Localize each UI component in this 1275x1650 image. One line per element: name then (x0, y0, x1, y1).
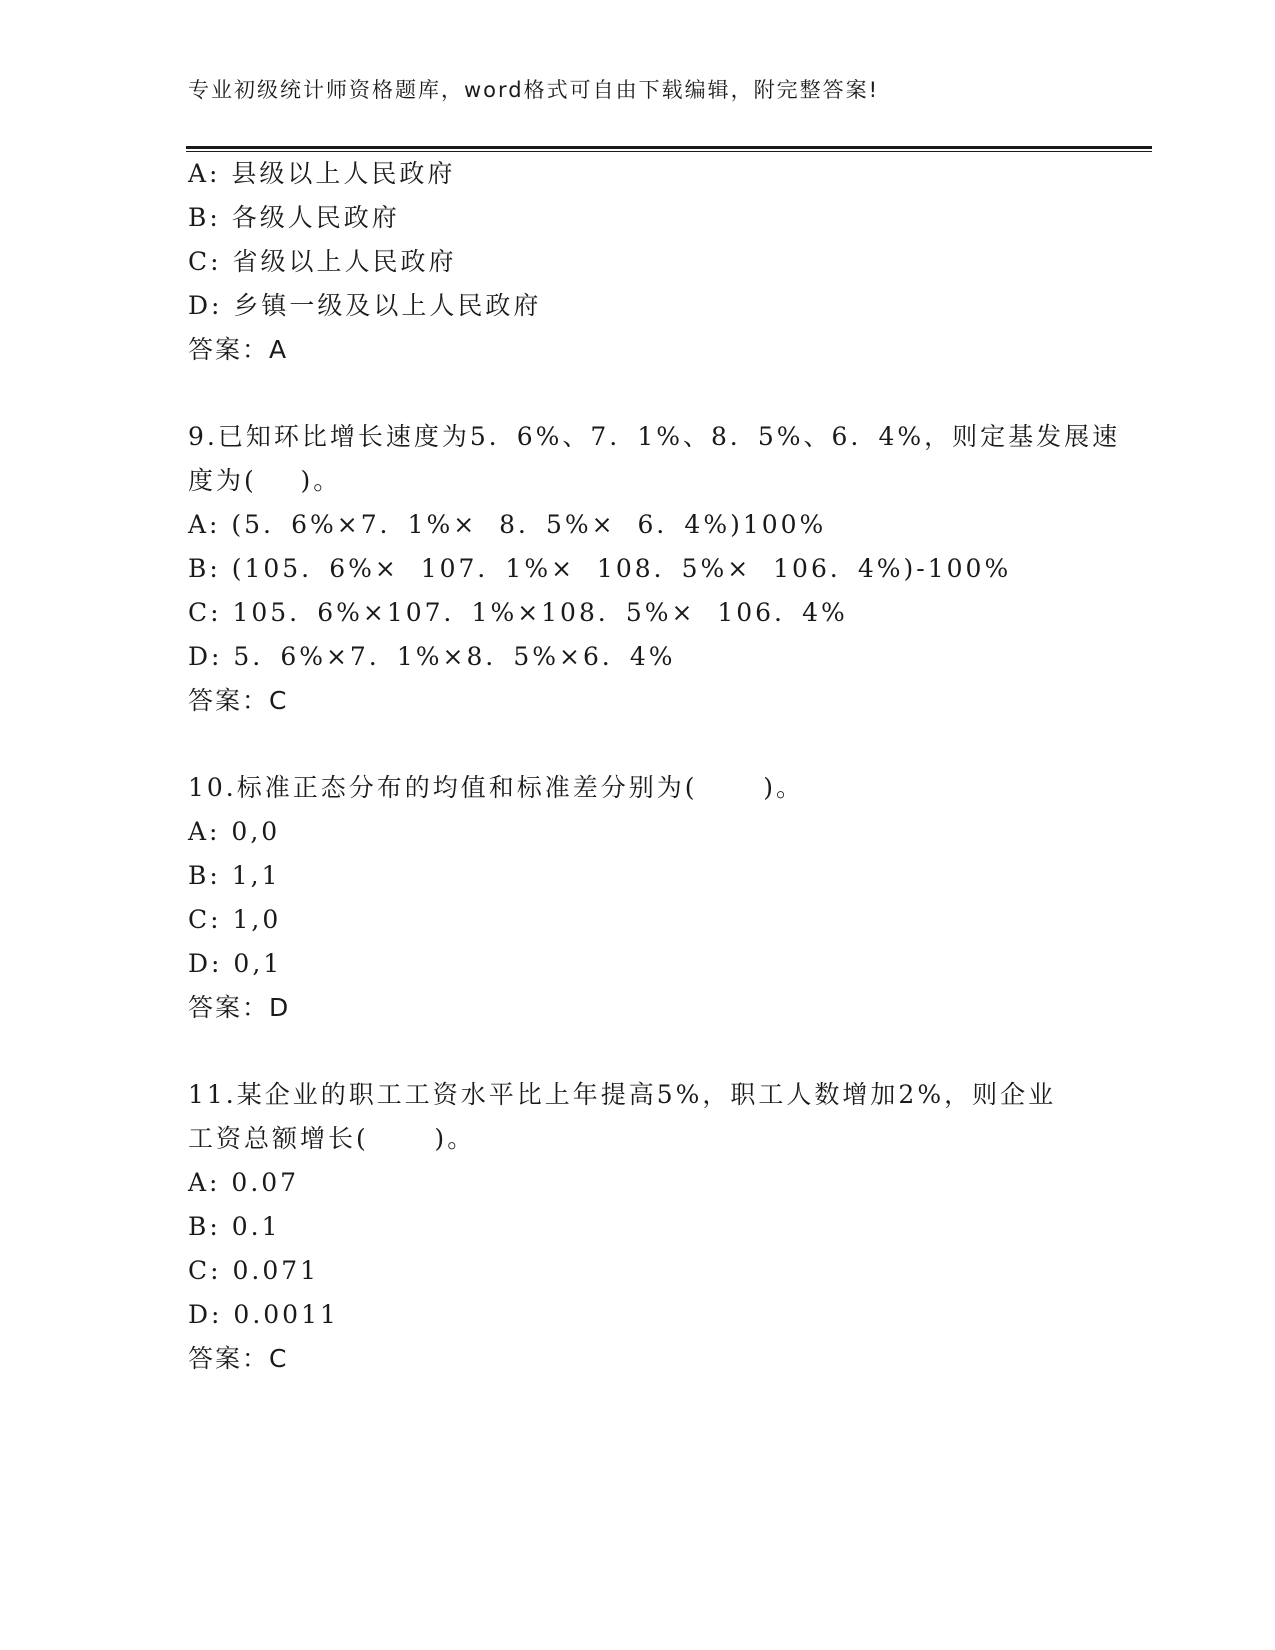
header-text: 专业初级统计师资格题库，word格式可自由下载编辑，附完整答案! (188, 78, 880, 102)
question-stem-continued: 工资总额增长( )。 (188, 1124, 476, 1153)
option-b: B: 各级人民政府 (188, 203, 400, 232)
option-d: D: 5．6%×7．1%×8．5%×6．4% (188, 642, 676, 671)
option-a: A: 0.07 (188, 1168, 300, 1197)
header-divider-thick (186, 146, 1152, 149)
option-a: A: 县级以上人民政府 (188, 159, 456, 188)
answer: 答案：C (188, 686, 289, 715)
option-a: A: 0,0 (188, 817, 281, 846)
option-c: C: 省级以上人民政府 (188, 247, 457, 276)
option-d: D: 乡镇一级及以上人民政府 (188, 291, 542, 320)
option-c: C: 0.071 (188, 1256, 320, 1285)
option-d: D: 0.0011 (188, 1300, 339, 1329)
question-stem-continued: 度为( )。 (188, 466, 342, 495)
question-stem: 10.标准正态分布的均值和标准差分别为( )。 (188, 773, 804, 802)
header-divider-thin (186, 151, 1152, 152)
option-b: B: (105．6%× 107．1%× 108．5%× 106．4%)-100% (188, 554, 1012, 583)
option-c: C: 105．6%×107．1%×108．5%× 106．4% (188, 598, 848, 627)
answer: 答案：D (188, 993, 291, 1022)
question-stem: 9.已知环比增长速度为5．6%、7．1%、8．5%、6．4%，则定基发展速 (188, 422, 1121, 451)
answer: 答案：A (188, 335, 289, 364)
option-a: A: (5．6%×7．1%× 8．5%× 6．4%)100% (188, 510, 827, 539)
answer: 答案：C (188, 1344, 289, 1373)
option-c: C: 1,0 (188, 905, 282, 934)
option-d: D: 0,1 (188, 949, 283, 978)
option-b: B: 1,1 (188, 861, 281, 890)
option-b: B: 0.1 (188, 1212, 281, 1241)
question-stem: 11.某企业的职工工资水平比上年提高5%，职工人数增加2%，则企业 (188, 1080, 1057, 1109)
